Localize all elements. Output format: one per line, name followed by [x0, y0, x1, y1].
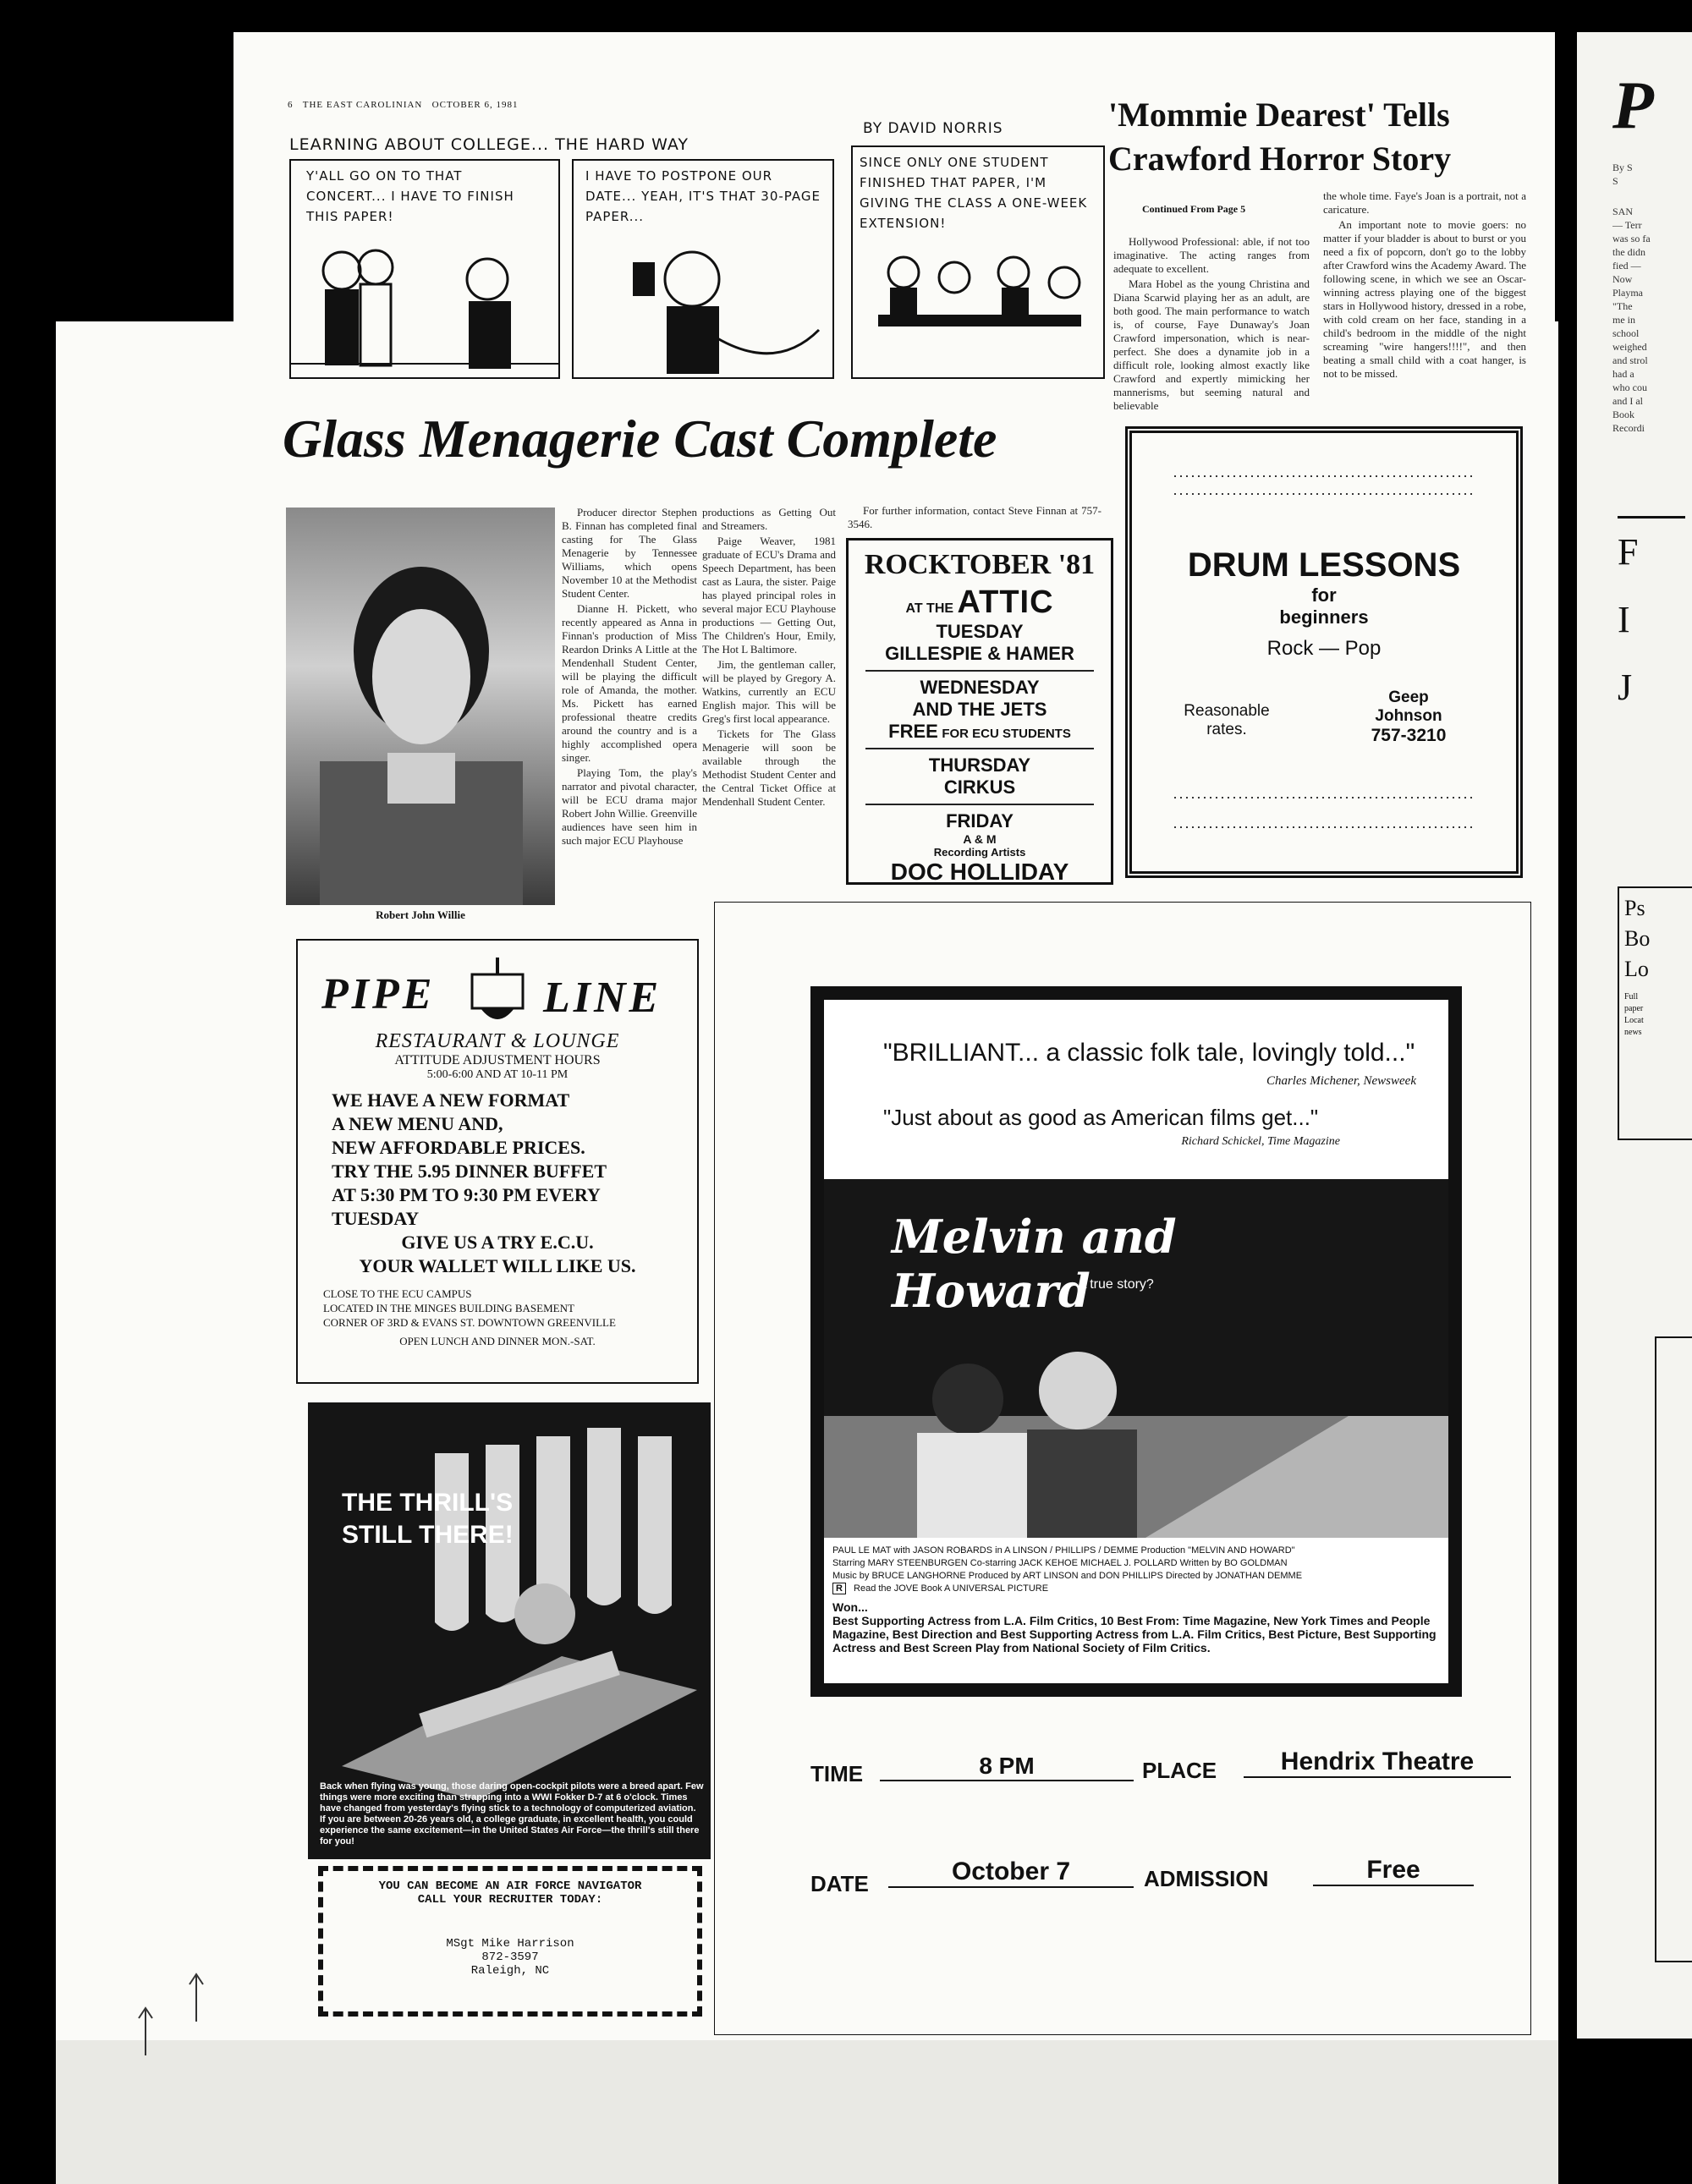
fragment: weighed: [1612, 341, 1647, 353]
glass-col1-p3: Playing Tom, the play's narrator and pivotal character, will be ECU drama major Robert John Willie. Greenville audiences have seen him in such major ECU Playhouse: [562, 766, 697, 847]
pipeline-logo: [298, 958, 697, 1030]
offer-line-1: WE HAVE A NEW FORMAT: [332, 1089, 570, 1111]
issue-date: OCTOBER 6, 1981: [431, 100, 519, 110]
ad-small-1: Full: [1624, 992, 1639, 1001]
contact-name-2: Johnson: [1375, 707, 1442, 725]
credits-line-3: Music by BRUCE LANGHORNE Produced by ART LINSON and DON PHILLIPS Directed by JONATHAN DEMME: [832, 1571, 1303, 1581]
offer-line-6: TUESDAY: [332, 1208, 420, 1229]
admission-label: ADMISSION: [1144, 1866, 1269, 1891]
next-page-column: [1612, 161, 1692, 499]
pipeline-subtitle: RESTAURANT & LOUNGE: [375, 1030, 620, 1052]
date-value: October 7: [888, 1857, 1134, 1888]
margin-arrow-1: [135, 2005, 156, 2055]
admission-value: Free: [1313, 1856, 1474, 1886]
location-line-4: OPEN LUNCH AND DINNER MON.-SAT.: [399, 1335, 596, 1347]
film-still-scene: [824, 1331, 1448, 1538]
recruiter-line-1: YOU CAN BECOME AN AIR FORCE NAVIGATOR: [378, 1879, 642, 1893]
drum-for: for: [1311, 584, 1337, 606]
glass-col1-p1: Producer director Stephen B. Finnan has completed final casting for The Glass Menagerie by Tennessee Williams, which opens November 10 at the Methodist Student Center.: [562, 506, 697, 600]
recruiter-line-2: CALL YOUR RECRUITER TODAY:: [417, 1893, 603, 1907]
fragment: and strol: [1612, 354, 1648, 366]
rocktober-divider-2: [865, 748, 1094, 749]
cartoon-byline: BY DAVID NORRIS: [863, 120, 1003, 137]
glass-col2-p4: Tickets for The Glass Menagerie will soon be available through the Methodist Student Center and the Central Ticket Office at Mendenhall Student Center.: [702, 727, 836, 808]
rocktober-title: ROCKTOBER '81: [864, 549, 1096, 580]
cartoon-panel-1: [289, 159, 560, 379]
glass-col2-p3: Jim, the gentleman caller, will be played by Gregory A. Watkins, currently an ECU English major. This will be Greg's first local appearance.: [702, 658, 836, 725]
pipeline-ad: [296, 939, 699, 1384]
quote-1-source: Charles Michener, Newsweek: [1266, 1074, 1416, 1088]
logo-right: LINE: [543, 974, 662, 1022]
rating-badge: R: [832, 1583, 846, 1594]
at-the-label: AT THE: [905, 601, 954, 616]
glass-column-1: [562, 506, 697, 929]
next-page-ad: [1618, 886, 1692, 1140]
cartoon-panel-2: [572, 159, 834, 379]
contact-phone: 757-3210: [1371, 726, 1447, 745]
speech-bubble-3: SINCE ONLY ONE STUDENT FINISHED THAT PAPER, I'M GIVING THE CLASS A ONE-WEEK EXTENSION!: [860, 155, 1088, 231]
film-tagline: A true story?: [1078, 1277, 1154, 1292]
fragment: By S: [1612, 162, 1633, 173]
friday-day: FRIDAY: [946, 810, 1014, 831]
offer-line-7: GIVE US A TRY E.C.U.: [401, 1232, 594, 1253]
drum-title: DRUM LESSONS: [1187, 546, 1461, 584]
paper-name: THE EAST CAROLINIAN: [302, 100, 423, 110]
rocktober-ad: [846, 538, 1113, 885]
location-line-2: LOCATED IN THE MINGES BUILDING BASEMENT: [323, 1302, 574, 1314]
masthead: [288, 100, 575, 115]
headline-fragment-2: I: [1618, 599, 1630, 640]
tuesday-act: GILLESPIE & HAMER: [885, 643, 1074, 664]
headline-fragment-1: F: [1618, 531, 1639, 573]
friday-label: A & M: [963, 832, 997, 846]
headline-line-1: THE THRILL'S: [342, 1489, 514, 1517]
mommie-col2-p1: the whole time. Faye's Joan is a portrait, not a caricature.: [1323, 189, 1526, 216]
thursday-act: CIRKUS: [943, 776, 1016, 798]
airforce-ad: [308, 1402, 711, 1859]
offer-line-4: TRY THE 5.95 DINNER BUFFET: [332, 1161, 607, 1182]
recruiter-phone: 872-3597: [481, 1951, 539, 1964]
glass-photo: [286, 508, 555, 905]
time-label: TIME: [810, 1761, 864, 1786]
fragment: "The: [1612, 300, 1633, 312]
offer-line-5: AT 5:30 PM TO 9:30 PM EVERY: [332, 1184, 601, 1205]
margin-arrow-2: [186, 1971, 206, 2022]
film-credits: [832, 1545, 1442, 1599]
rates-line-1: Reasonable: [1184, 702, 1270, 720]
recruiter-box: [318, 1866, 702, 2017]
rocktober-divider-3: [865, 804, 1094, 805]
mommie-column-2: [1323, 189, 1526, 423]
fragment: had a: [1612, 368, 1634, 380]
quote-1: "BRILLIANT... a classic folk tale, lovingly told...": [883, 1039, 1415, 1067]
free-word: FREE: [888, 721, 938, 742]
fragment: and I al: [1612, 395, 1643, 407]
friday-act: DOC HOLLIDAY: [890, 859, 1069, 885]
drum-ad: [1142, 443, 1506, 861]
ad-small-2: paper: [1624, 1004, 1644, 1013]
film-still: [824, 1179, 1448, 1538]
fragment: Playma: [1612, 287, 1643, 299]
fragment: the didn: [1612, 246, 1645, 258]
mommie-col2-p2: An important note to movie goers: no matter if your bladder is about to burst or you need a fix of popcorn, don't go to the lobby after Crawford wins the Academy Award. The following scene, in which we see an Oscar-winning actress playing one of the biggest stars in Hollywood history, dressed in a robe, with cold cream on her face, standing in a child's bedroom in the middle of the night screaming "wire hangers!!!!", and then beating a small child with a coat hanger, is not to be missed.: [1323, 218, 1526, 380]
pipeline-hours-title: ATTITUDE ADJUSTMENT HOURS: [394, 1053, 601, 1067]
fragment: who cou: [1612, 381, 1647, 393]
cartoon-title: LEARNING ABOUT COLLEGE... THE HARD WAY: [289, 135, 689, 154]
cartoon-drawing-1: [291, 228, 558, 377]
glass-col1-p2: Dianne H. Pickett, who recently appeared as Anna in Finnan's production of Miss Reardon Drinks A Little at the Mendenhall Student Center, will be playing the difficult role of Amanda, the mother. Ms. Pickett has earned professional theatre credits around the country and is a highly accomplished opera singer.: [562, 602, 697, 764]
location-line-3: CORNER OF 3RD & EVANS ST. DOWNTOWN GREENVILLE: [323, 1316, 616, 1329]
drum-beginners: beginners: [1279, 606, 1369, 628]
place-label: PLACE: [1142, 1758, 1217, 1783]
speech-bubble-1: Y'ALL GO ON TO THAT CONCERT... I HAVE TO FINISH THIS PAPER!: [306, 168, 514, 224]
pipeline-offer: [298, 1089, 697, 1231]
airforce-body: Back when flying was young, those daring open-cockpit pilots were a breed apart. Few things were more exciting than strapping into a WWI Fokker D-7 at 6 o'clock. Times have changed from yesterday's flying stick to a technology of computerized aviation. If you are between 20-26 years old, a college graduate, in excellent health, you could experience the same excitement—in the United States Air Force—the thrill's still there for you!: [320, 1781, 704, 1847]
airforce-headline: [342, 1487, 528, 1563]
credits-line-4: [832, 1583, 1442, 1595]
ad-fragment-3: Lo: [1624, 957, 1649, 981]
glass-column-3: For further information, contact Steve Finnan at 757-3546.: [848, 504, 1101, 530]
recruiter-name: MSgt Mike Harrison: [446, 1937, 574, 1951]
rocktober-venue-line: [849, 584, 1111, 621]
recruiter-city: Raleigh, NC: [470, 1964, 550, 1978]
headline-line-2: STILL THERE!: [342, 1521, 514, 1549]
wednesday-day: WEDNESDAY: [920, 677, 1040, 698]
glass-col2-p2: Paige Weaver, 1981 graduate of ECU's Drama and Speech Department, has been cast as Laura, the sister. Paige has played principal roles in several major ECU Playhouse productions — Getting Out, The Children's Hour, Emily, The Hot L Baltimore.: [702, 535, 836, 656]
fragment: me in: [1612, 314, 1635, 326]
credits-line-1: PAUL LE MAT with JASON ROBARDS in A LINSON / PHILLIPS / DEMME Production "MELVIN AND HOWARD": [832, 1545, 1295, 1556]
fragment: Recordi: [1612, 422, 1645, 434]
mommie-col1-p2: Mara Hobel as the young Christina and Diana Scarwid playing her as an adult, are both good. The main performance to watch is, of course, Faye Dunaway's Joan Crawford impersonation, which is near-perfect. She does a dynamite job in a difficult role, looking almost exactly like Crawford and expertly mimicking her mannerisms, but seeming natural and believable: [1113, 277, 1310, 412]
drum-styles: Rock — Pop: [1266, 637, 1382, 660]
credits-line-4-text: Read the JOVE Book A UNIVERSAL PICTURE: [854, 1583, 1049, 1594]
credits-line-2: Starring MARY STEENBURGEN Co-starring JACK KEHOE MICHAEL J. POLLARD Written by BO GOLDMAN: [832, 1558, 1288, 1568]
mommie-col1-p1: Hollywood Professional: able, if not too imaginative. The acting ranges from adequate to excellent.: [1113, 235, 1310, 275]
time-value: 8 PM: [880, 1753, 1134, 1781]
cartoon-drawing-2: [574, 228, 832, 377]
headline-fragment-3: J: [1618, 667, 1633, 708]
rates-line-2: rates.: [1206, 721, 1247, 738]
fragment: Now: [1612, 273, 1633, 285]
cartoon-panel-3: [851, 145, 1105, 379]
page-bottom-edge: [56, 2040, 1558, 2184]
drum-dots-top-2: ...................................................: [1173, 481, 1475, 498]
free-line: [849, 721, 1111, 743]
cartoon-drawing-3: [853, 239, 1103, 377]
offer-line-2: A NEW MENU AND,: [332, 1113, 503, 1134]
drum-dots-bottom-wrap: [1142, 785, 1506, 836]
drum-dots-bottom: ...................................................: [1173, 785, 1475, 802]
wednesday-act: AND THE JETS: [912, 699, 1047, 720]
offer-line-8: YOUR WALLET WILL LIKE US.: [359, 1255, 636, 1276]
logo-left: PIPE: [321, 970, 436, 1018]
pipe-icon: [455, 958, 540, 1030]
fragment: was so fa: [1612, 233, 1651, 244]
tuesday-day: TUESDAY: [936, 621, 1024, 642]
venue-name: ATTIC: [957, 584, 1054, 620]
date-label: DATE: [810, 1871, 869, 1896]
ad-fragment-2: Bo: [1624, 926, 1651, 951]
fragment: Book: [1612, 409, 1635, 420]
page-number: 6: [288, 100, 294, 110]
fragment: — Terr: [1612, 219, 1642, 231]
pipeline-location: [298, 1287, 697, 1330]
next-page-headline: [1618, 516, 1685, 854]
quote-2-source: Richard Schickel, Time Magazine: [1181, 1135, 1340, 1148]
won-label: Won...: [832, 1600, 868, 1614]
next-page-box: [1655, 1336, 1692, 1962]
glass-column-2: [702, 506, 836, 895]
next-page-letter: P: [1612, 69, 1654, 143]
film-poster: [810, 986, 1462, 1697]
place-value: Hendrix Theatre: [1244, 1748, 1511, 1778]
ad-small-4: news: [1624, 1028, 1642, 1037]
portrait-figure: [286, 508, 555, 905]
fragment: fied —: [1612, 260, 1641, 272]
ad-fragment-1: Ps: [1624, 896, 1645, 920]
fragment: S: [1612, 175, 1618, 187]
mommie-headline: 'Mommie Dearest' Tells Crawford Horror Story: [1108, 96, 1452, 178]
fragment: SAN: [1612, 206, 1634, 217]
pipeline-hours: 5:00-6:00 AND AT 10-11 PM: [426, 1068, 569, 1081]
friday-note: Recording Artists: [933, 846, 1026, 859]
glass-col2-p1: productions as Getting Out and Streamers.: [702, 506, 836, 532]
speech-bubble-2: I HAVE TO POSTPONE OUR DATE... YEAH, IT'S THAT 30-PAGE PAPER...: [585, 168, 821, 224]
mommie-column-1: [1113, 235, 1310, 421]
drum-rates: [1159, 702, 1294, 753]
photo-caption: Robert John Willie: [376, 908, 465, 921]
quote-2: "Just about as good as American films get...": [883, 1105, 1319, 1130]
film-title: Melvin and Howard: [892, 1210, 1177, 1318]
rocktober-divider-1: [865, 670, 1094, 672]
drum-contact: [1337, 689, 1480, 756]
free-note: FOR ECU STUDENTS: [942, 727, 1071, 741]
awards-text: Best Supporting Actress from L.A. Film Critics, 10 Best From: Time Magazine, New York Times and People Magazine, Best Direction and Best Supporting Actress from L.A. Film Critics, Best Picture, Best Supporting Actress and Best Screen Play from National Society of Film Critics.: [832, 1614, 1437, 1654]
location-line-1: CLOSE TO THE ECU CAMPUS: [323, 1287, 472, 1300]
glass-headline: Glass Menagerie Cast Complete: [283, 409, 997, 469]
ad-small-3: Locat: [1624, 1016, 1644, 1025]
mommie-continued: Continued From Page 5: [1142, 203, 1246, 215]
offer-line-3: NEW AFFORDABLE PRICES.: [332, 1137, 585, 1158]
fragment: school: [1612, 327, 1640, 339]
contact-name-1: Geep: [1388, 689, 1429, 706]
film-awards: [832, 1600, 1442, 1668]
drum-dots-top: ...................................................: [1173, 464, 1475, 480]
thursday-day: THURSDAY: [928, 755, 1031, 776]
drum-dots-bottom-2: ...................................................: [1173, 815, 1475, 831]
